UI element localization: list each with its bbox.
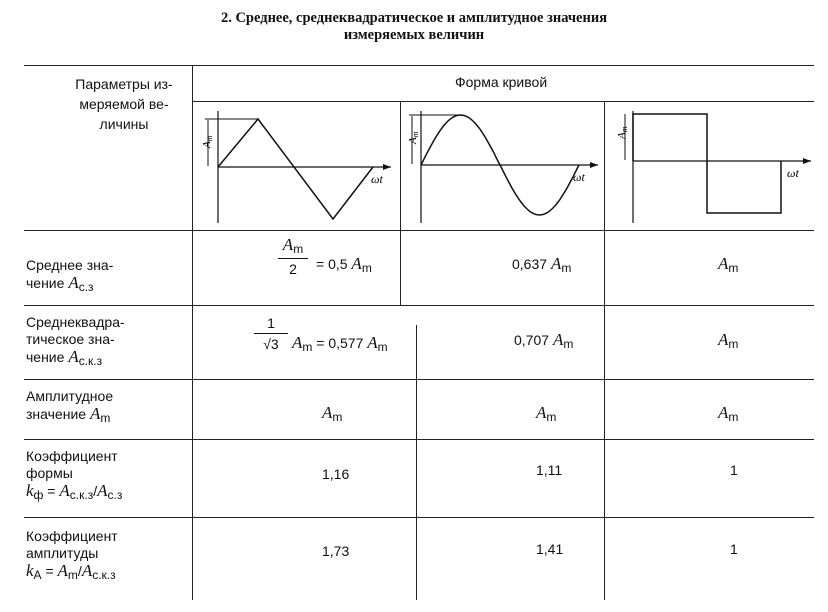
axis-label: ωt (371, 172, 383, 186)
param-header-line1: Параметры из- (75, 76, 173, 92)
amplitude-square-value: Am (718, 403, 739, 424)
x-axis-arrow-icon (590, 162, 598, 168)
param-header-line3: личины (99, 116, 149, 132)
x-axis-arrow-icon (383, 164, 391, 170)
header-sub-rule (192, 101, 814, 102)
row-rule-1 (24, 230, 814, 231)
col-rule-2b (416, 325, 417, 600)
x-axis-arrow-icon (803, 158, 811, 164)
crest-factor-sine-value: 1,41 (536, 541, 564, 557)
amp-label: Am (616, 126, 629, 139)
sine-wave-plot (401, 103, 603, 230)
average-sine-value: 0,637 Am (512, 254, 572, 275)
triangle-wave-plot (193, 103, 399, 230)
form-factor-sine-value: 1,11 (536, 462, 563, 478)
average-square-value: Am (718, 254, 739, 275)
rms-sine-value: 0,707 Am (514, 330, 574, 351)
row-label-amplitude: Амплитудное значение Am (26, 388, 114, 425)
row-rule-3 (24, 379, 814, 380)
row-rule-4 (24, 439, 814, 440)
form-factor-square-value: 1 (730, 462, 738, 478)
table-top-rule (24, 65, 814, 66)
form-factor-triangle-value: 1,16 (322, 466, 350, 482)
amplitude-sine-value: Am (536, 403, 557, 424)
average-triangle-fraction: Am 2 (278, 235, 308, 277)
axis-label: ωt (573, 170, 585, 184)
amp-label: Am (407, 131, 420, 144)
row-rule-5 (24, 517, 814, 518)
crest-factor-triangle-value: 1,73 (322, 543, 350, 559)
rms-square-value: Am (718, 330, 739, 351)
section-title-line2: измеряемых величин (343, 27, 485, 43)
section-title-line1: 2. Среднее, среднеквадратическое и амплитудное значения (220, 10, 608, 26)
row-label-form-factor: Коэффициент формы kф = Aс.к.з/Aс.з (26, 448, 123, 502)
amp-label: Am (201, 135, 214, 148)
form-header: Форма кривой (455, 74, 548, 90)
square-wave-plot (605, 103, 814, 230)
triangle-wave (218, 119, 373, 219)
param-header (62, 74, 186, 134)
row-label-rms: Среднеквадра- тическое зна- чение Aс.к.з (26, 314, 125, 368)
rms-triangle-value: Am = 0,577 Am (292, 333, 388, 354)
rms-triangle-fraction: 1 √3 (254, 315, 288, 352)
param-header-line2: меряемой ве- (79, 96, 169, 112)
square-wave (633, 114, 781, 213)
row-label-average: Среднее зна- чение Aс.з (26, 257, 114, 294)
row-rule-2 (24, 305, 814, 306)
amplitude-triangle-value: Am (322, 403, 343, 424)
axis-label: ωt (787, 166, 799, 180)
row-label-crest-factor: Коэффициент амплитуды kA = Am/Aс.к.з (26, 528, 118, 582)
average-triangle-value: = 0,5 Am (316, 254, 372, 275)
crest-factor-square-value: 1 (730, 541, 738, 557)
